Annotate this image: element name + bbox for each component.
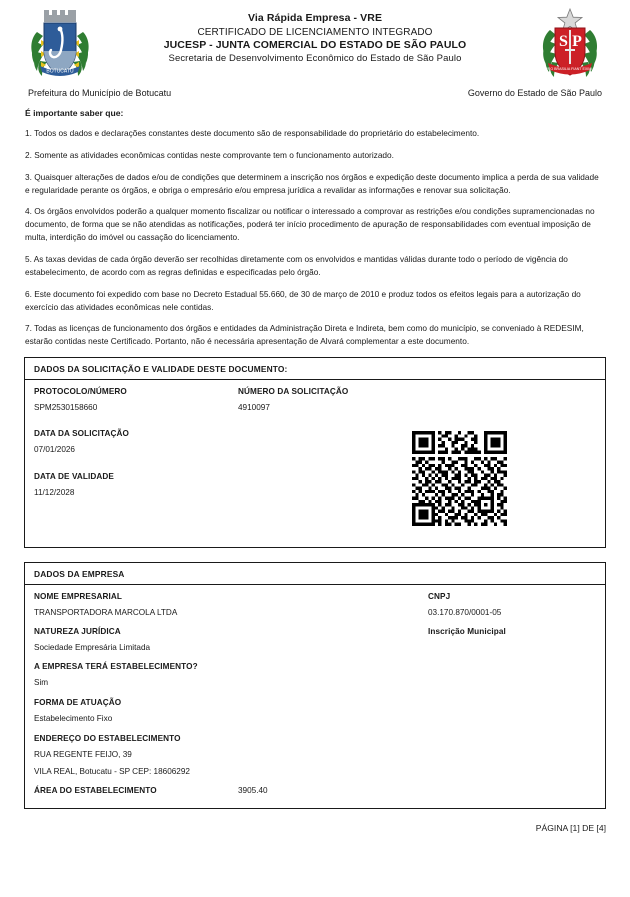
header-title-block [96, 6, 534, 66]
legal-nature-value: Sociedade Empresária Limitada [34, 643, 151, 653]
validity-date-value: 11/12/2028 [34, 488, 75, 498]
header-title-secretaria: Secretaria de Desenvolvimento Econômico do Estado de São Paulo [168, 53, 462, 65]
notice-item: 6. Este documento foi expedido com base no Decreto Estadual 55.660, de 30 de março de 2010 e produz todos os efeitos legais para a autorização do exercício das atividades econômicas nele contidas. [25, 288, 581, 312]
request-data-panel [24, 357, 606, 548]
request-number-label: NÚMERO DA SOLICITAÇÃO [238, 387, 349, 397]
municipal-registration-value [428, 643, 596, 652]
request-date-value: 07/01/2026 [34, 445, 75, 455]
header-title-certificate: CERTIFICADO DE LICENCIAMENTO INTEGRADO [197, 26, 433, 38]
page-footer [0, 809, 630, 833]
qr-code-image [412, 410, 507, 547]
address-label: ENDEREÇO DO ESTABELECIMENTO [34, 734, 181, 744]
header-title-vre: Via Rápida Empresa - VRE [247, 12, 383, 24]
company-name-value-row [34, 608, 596, 617]
area-value: 3905.40 [238, 786, 268, 796]
company-data-panel [24, 562, 606, 809]
request-panel-body [25, 380, 605, 547]
company-name-value: TRANSPORTADORA MARCOLA LTDA [34, 608, 178, 618]
validity-date-label: DATA DE VALIDADE [34, 472, 114, 482]
company-panel-body [25, 585, 605, 808]
cnpj-label: CNPJ [428, 592, 451, 602]
state-authority: Governo do Estado de São Paulo [467, 88, 602, 98]
address-line-1: RUA REGENTE FEIJO, 39 [34, 750, 132, 760]
municipal-registration-label: Inscrição Municipal [428, 627, 506, 637]
municipality-authority: Prefeitura do Município de Botucatu [28, 88, 172, 98]
legal-nature-label: NATUREZA JURÍDICA [34, 627, 121, 637]
notice-item: 5. As taxas devidas de cada órgão deverão ser recolhidas diretamente com os envolvidos e mantidas válidas durante todo o período de vigência do estabelecimento, de acordo com as regras definidas e especificadas pelo órgão. [25, 254, 568, 277]
request-panel-title: DADOS DA SOLICITAÇÃO E VALIDADE DESTE DOCUMENTO: [25, 358, 605, 380]
authority-line [0, 84, 630, 98]
notice-item: 4. Os órgãos envolvidos poderão a qualquer momento fiscalizar ou notificar o interessado a comprovar as restrições e/ou condições supramencionadas no documento, de forma que se não atendidas as notificações, poderá ter início procedimento de apuração de responsabilidades com eventual imposição de multa, interdição do imóvel ou cassação do licenciamento. [25, 206, 595, 243]
important-notice-section [0, 98, 630, 348]
area-row [34, 786, 596, 795]
protocol-label: PROTOCOLO/NÚMERO [34, 387, 127, 397]
operation-form-value: Estabelecimento Fixo [34, 714, 113, 724]
pagination-label: PÁGINA [1] DE [4] [535, 823, 606, 834]
cnpj-value: 03.170.870/0001-05 [428, 608, 502, 618]
notice-item: 3. Quaisquer alterações de dados e/ou de condições que determinem a inscrição nos órgãos e expedição deste documento implica a perda de sua validade e regularidade perante os órgãos, e obriga o empresário e/ou empresa jurídica a revalidar as informações e renovar sua solicitação. [25, 171, 599, 195]
operation-form-label: FORMA DE ATUAÇÃO [34, 698, 122, 708]
request-number-value: 4910097 [238, 403, 270, 413]
company-panel-title: DADOS DA EMPRESA [25, 563, 605, 585]
legal-nature-label-row [34, 627, 596, 636]
area-label: ÁREA DO ESTABELECIMENTO [34, 786, 157, 796]
has-establishment-label: A EMPRESA TERÁ ESTABELECIMENTO? [34, 662, 198, 672]
notice-item: 2. Somente as atividades econômicas contidas neste comprovante tem o funcionamento autorizado. [25, 149, 394, 160]
legal-nature-value-row [34, 643, 596, 652]
notice-heading: É importante saber que: [25, 108, 124, 118]
document-header [0, 0, 630, 84]
company-name-label-row [34, 592, 596, 601]
qr-code [412, 410, 507, 547]
svg-text:BOTUCATU: BOTUCATU [46, 68, 74, 75]
svg-text:S: S [559, 33, 568, 50]
request-date-label: DATA DA SOLICITAÇÃO [34, 429, 129, 439]
header-title-jucesp: JUCESP - JUNTA COMERCIAL DO ESTADO DE SÃO PAULO [163, 39, 467, 52]
notice-item: 7. Todas as licenças de funcionamento dos órgãos e entidades da Administração Direta e Indireta, bem como do município, se conveniado à REDESIM, estarão contidas neste Certificado. Portanto, não é necessária apresentação de Alvará complementar a este documento. [25, 323, 584, 347]
has-establishment-value: Sim [34, 678, 49, 688]
botucatu-coat-of-arms [24, 6, 96, 84]
company-name-label: NOME EMPRESARIAL [34, 592, 123, 602]
notice-item: 1. Todos os dados e declarações constantes deste documento são de responsabilidade do proprietário do estabelecimento. [25, 128, 480, 138]
protocol-value-row [34, 403, 596, 412]
address-line-2: VILA REAL, Botucatu - SP CEP: 18606292 [34, 767, 190, 777]
svg-text:P: P [572, 33, 582, 50]
protocol-row [34, 387, 596, 396]
sao-paulo-state-coat-of-arms [534, 6, 606, 84]
svg-text:PRO BRASILIA FIANT EXIMIA: PRO BRASILIA FIANT EXIMIA [545, 67, 595, 71]
protocol-value: SPM2530158660 [34, 403, 98, 413]
